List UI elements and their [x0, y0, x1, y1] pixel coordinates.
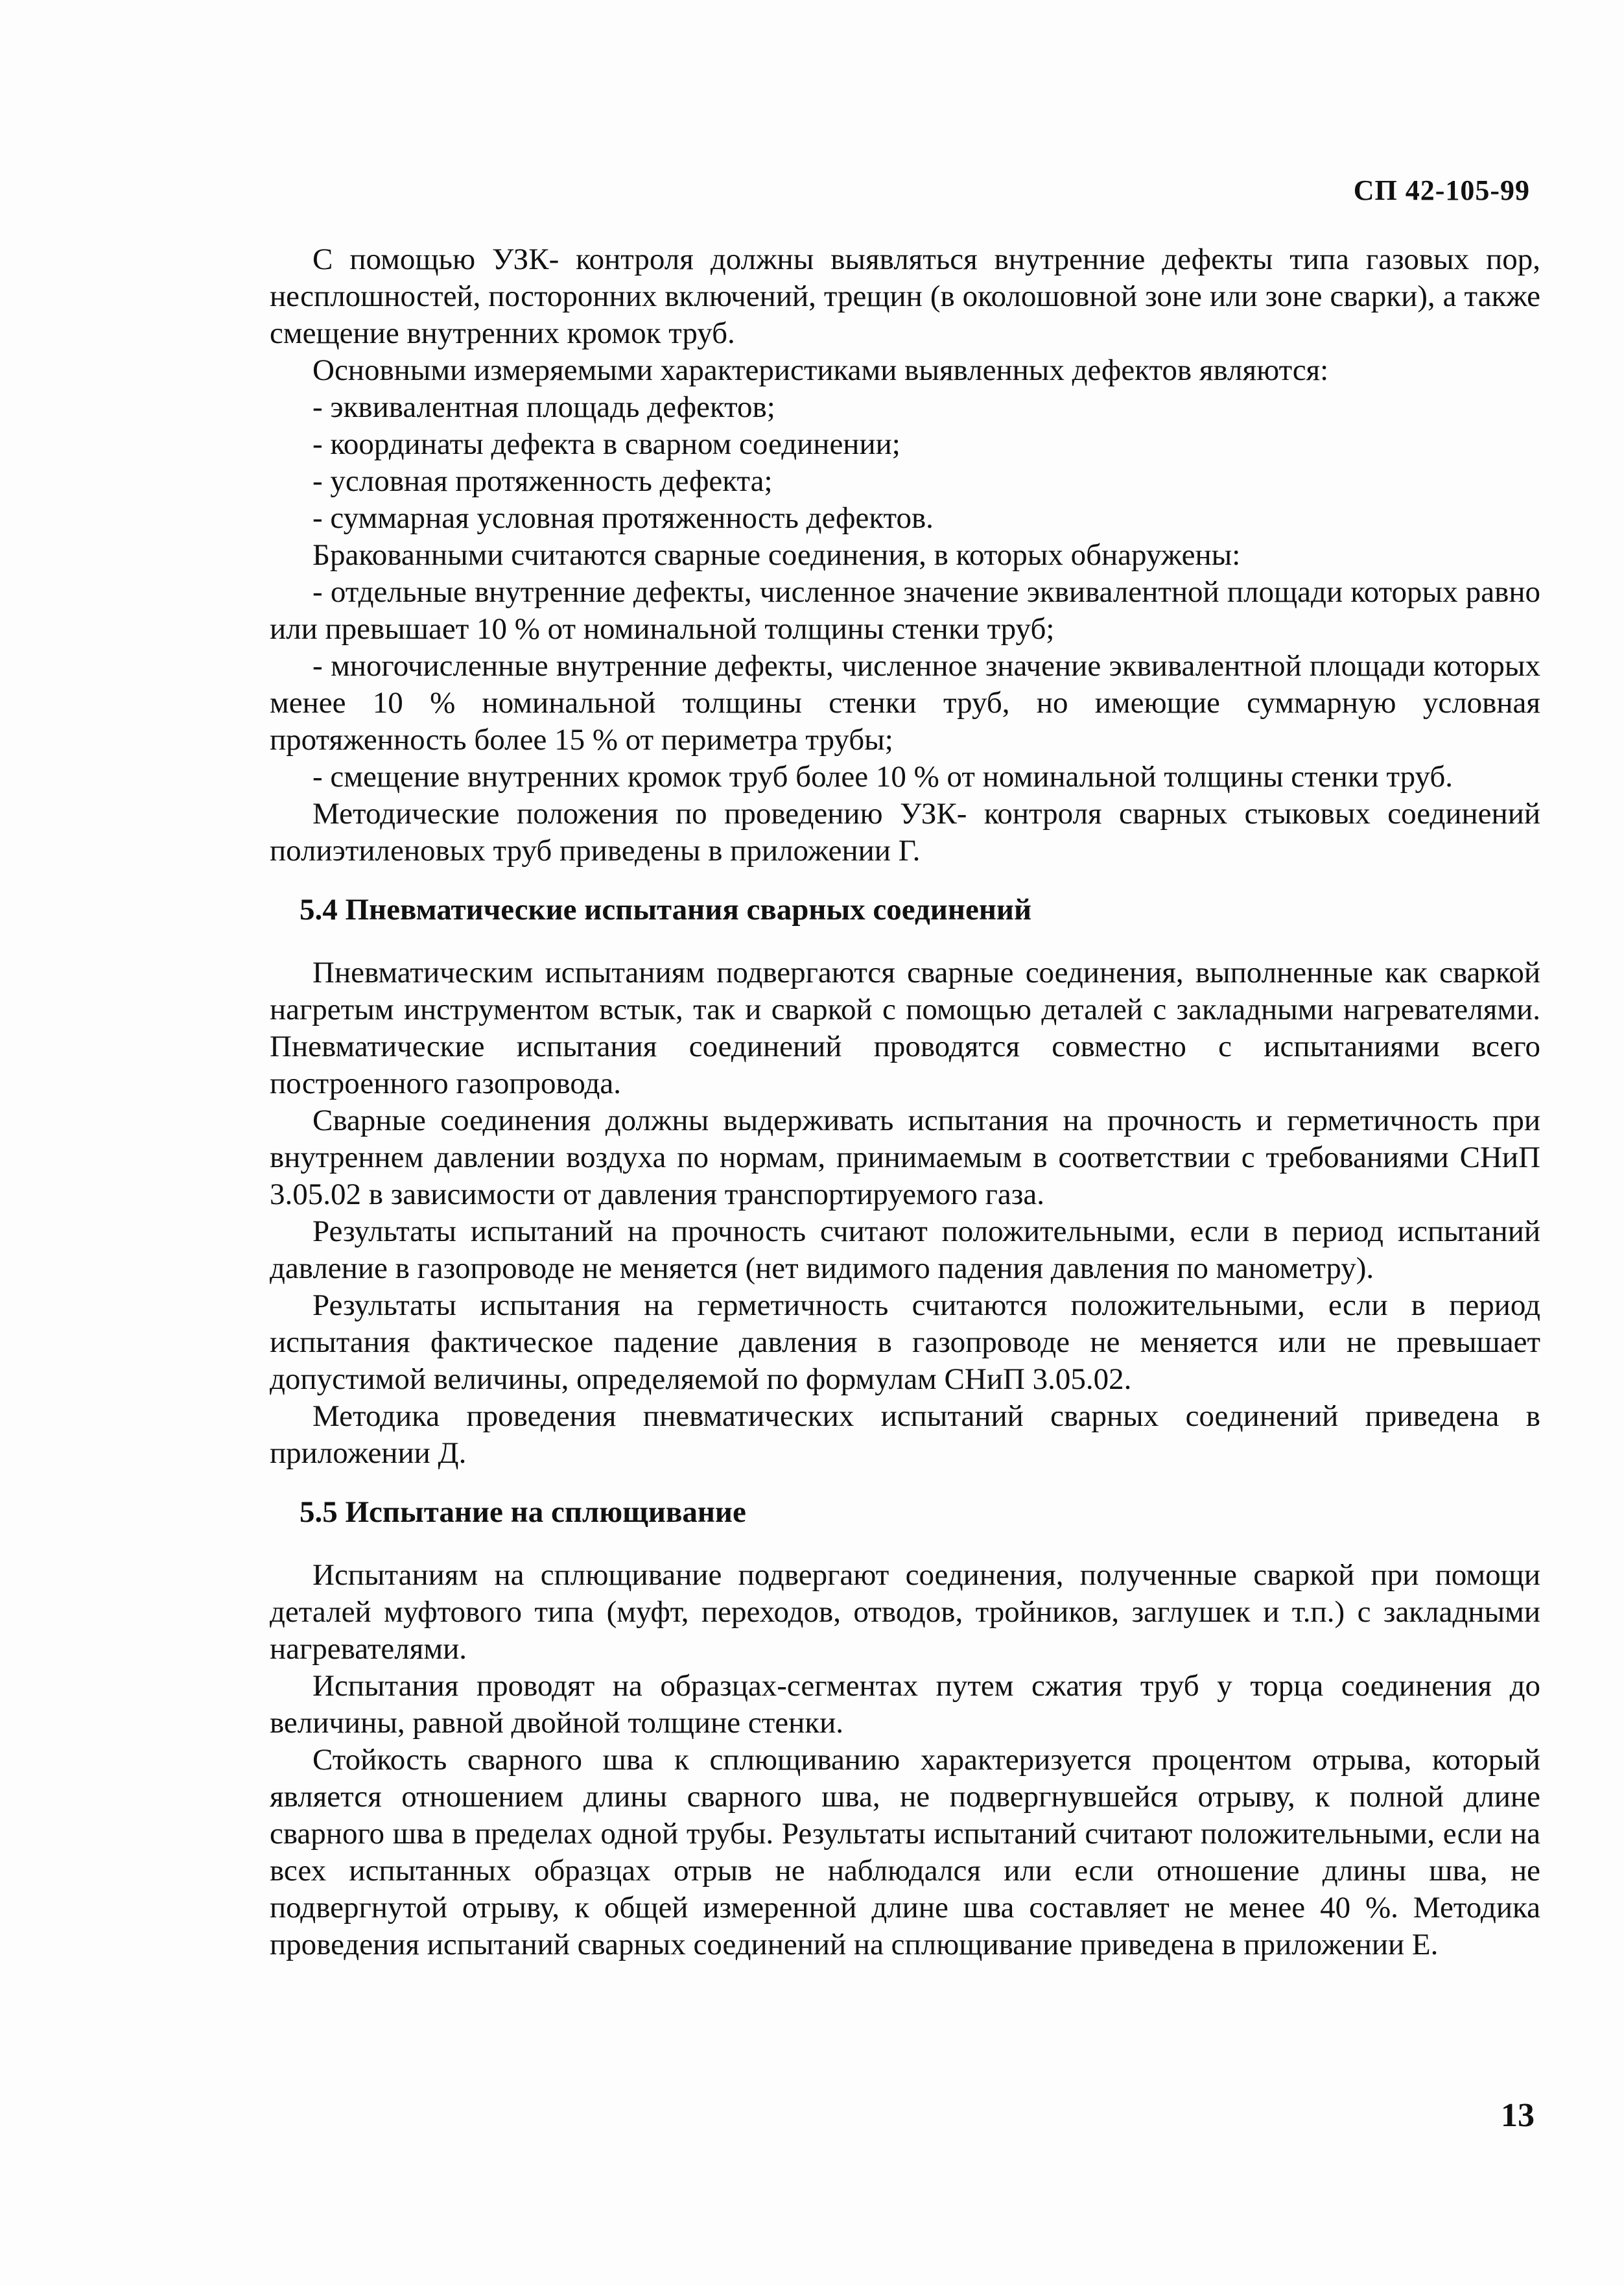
paragraph: Пневматическим испытаниям подвергаются сварные соединения, выполненные как сваркой нагретым инструментом встык, так и сваркой с помощью деталей с закладными нагревателями. Пневматические испытания соединений проводятся совместно с испытаниями всего построенного газопровода.: [270, 956, 1540, 1100]
paragraph: С помощью УЗК- контроля должны выявляться внутренние дефекты типа газовых пор, несплошностей, посторонних включений, трещин (в околошовной зоне или зоне сварки), а также смещение внутренних кромок труб.: [270, 243, 1540, 350]
page-content: [270, 241, 1540, 1963]
list-item: - суммарная условная протяженность дефектов.: [312, 501, 934, 535]
paragraph: Методические положения по проведению УЗК- контроля сварных стыковых соединений полиэтиленовых труб приведены в приложении Г.: [270, 797, 1540, 868]
paragraph: Методика проведения пневматических испытаний сварных соединений приведена в приложении Д.: [270, 1399, 1540, 1470]
list-item: - многочисленные внутренние дефекты, численное значение эквивалентной площади которых менее 10 % номинальной толщины стенки труб, но имеющие суммарную условная протяженность более 15 % от периметра трубы;: [270, 649, 1540, 757]
paragraph: Результаты испытаний на прочность считают положительными, если в период испытаний давление в газопроводе не меняется (нет видимого падения давления по манометру).: [270, 1214, 1540, 1285]
paragraph: Стойкость сварного шва к сплющиванию характеризуется процентом отрыва, который является отношением длины сварного шва, не подвергнувшейся отрыву, к полной длине сварного шва в пределах одной трубы. Результаты испытаний считают положительными, если на всех испытанных образцах отрыв не наблюдался или если отношение длины шва, не подвергнутой отрыву, к общей измеренной длине шва составляет не менее 40 %. Методика проведения испытаний сварных соединений на сплющивание приведена в приложении Е.: [270, 1743, 1540, 1961]
paragraph: Результаты испытания на герметичность считаются положительными, если в период испытания фактическое падение давления в газопроводе не меняется или не превышает допустимой величины, определяемой по формулам СНиП 3.05.02.: [270, 1288, 1540, 1396]
section-intro: [270, 241, 1540, 870]
page-number: 13: [1501, 2097, 1535, 2134]
paragraph: Основными измеряемыми характеристиками выявленных дефектов являются:: [312, 353, 1329, 387]
section-heading-5-5: 5.5 Испытание на сплющивание: [300, 1495, 746, 1529]
list-item: - смещение внутренних кромок труб более 10 % от номинальной толщины стенки труб.: [312, 760, 1453, 794]
paragraph: Сварные соединения должны выдерживать испытания на прочность и герметичность при внутреннем давлении воздуха по нормам, принимаемым в соответствии с требованиями СНиП 3.05.02 в зависимости от давления транспортируемого газа.: [270, 1104, 1540, 1211]
paragraph: Бракованными считаются сварные соединения, в которых обнаружены:: [312, 538, 1241, 572]
section-5-4: [270, 954, 1540, 1472]
list-item: - эквивалентная площадь дефектов;: [312, 390, 775, 424]
paragraph: Испытания проводят на образцах-сегментах путем сжатия труб у торца соединения до величины, равной двойной толщине стенки.: [270, 1669, 1540, 1740]
list-item: - условная протяженность дефекта;: [312, 464, 773, 498]
paragraph: Испытаниям на сплющивание подвергают соединения, полученные сваркой при помощи деталей муфтового типа (муфт, переходов, отводов, тройников, заглушек и т.п.) с закладными нагревателями.: [270, 1558, 1540, 1666]
section-heading-5-4: 5.4 Пневматические испытания сварных соединений: [300, 893, 1032, 927]
section-5-5: [270, 1557, 1540, 1963]
list-item: - отдельные внутренние дефекты, численное значение эквивалентной площади которых равно или превышает 10 % от номинальной толщины стенки труб;: [270, 575, 1540, 646]
document-code: СП 42-105-99: [1353, 174, 1530, 206]
list-item: - координаты дефекта в сварном соединении;: [312, 427, 900, 461]
